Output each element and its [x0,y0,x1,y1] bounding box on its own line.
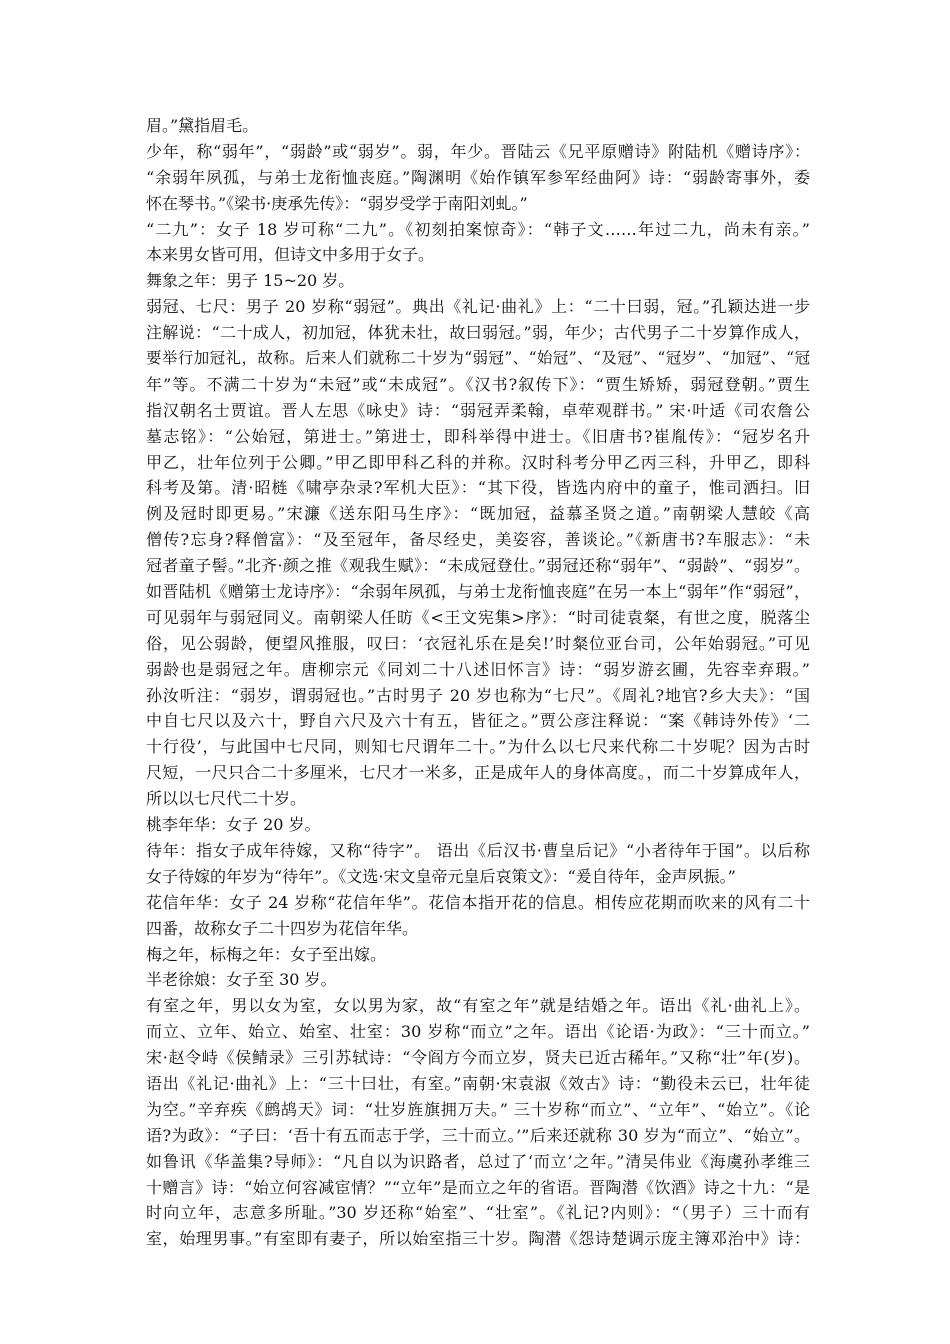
text-line: 俗，见公弱龄，便望风推服，叹曰：‘衣冠礼乐在是矣!’时粲位亚台司，公年始弱冠。”可见 [146,633,810,653]
text-line: 冠者童子髻。”北齐·颜之推《观我生赋》：“未成冠登仕。”弱冠还称“弱年”、“弱龄”、“弱岁”。 [146,556,810,576]
text-line: 舞象之年：男子 15~20 岁。 [146,271,355,291]
text-line: 科考及第。清·昭梿《啸亭杂录?军机大臣》：“其下役，皆选内府中的童子，惟司洒扫。旧 [146,478,810,498]
text-line: “余弱年夙孤，与弟士龙衔恤丧庭。”陶渊明《始作镇军参军经曲阿》诗：“弱龄寄事外，委 [146,167,810,187]
text-line: 注解说：“二十成人，初加冠，体犹未壮，故曰弱冠。”弱，年少；古代男子二十岁算作成人， [146,323,810,343]
text-line: 时向立年，志意多所耻。”30 岁还称“始室”、“壮室”。《礼记?内则》：“（男子）三十而有 [146,1203,810,1223]
text-line: 待年：指女子成年待嫁，又称“待字”。 语出《后汉书·曹皇后记》“小者待年于国”。以后称 [146,840,810,860]
text-line: 本来男女皆可用，但诗文中多用于女子。 [146,245,435,265]
text-line: 女子待嫁的年岁为“待年”。《文选·宋文皇帝元皇后哀策文》：“爰自待年，金声夙振。” [146,866,736,886]
text-line: 如晋陆机《赠第士龙诗序》：“余弱年夙孤，与弟士龙衔恤丧庭”在另一本上“弱年”作“弱冠”， [146,582,810,602]
text-line: 弱龄也是弱冠之年。唐柳宗元《同刘二十八述旧怀言》诗：“弱岁游玄圃，先容幸弃瑕。” [146,659,810,679]
text-line: 中自七尺以及六十，野自六尺及六十有五，皆征之。”贾公彦注释说：“案《韩诗外传》‘二 [146,711,810,731]
text-line: 十行役’，与此国中七尺同，则知七尺谓年二十。”为什么以七尺来代称二十岁呢？因为古时 [146,737,810,757]
text-line: 年”等。不满二十岁为“未冠”或“未成冠”。《汉书?叙传下》：“贾生矫矫，弱冠登朝。”贾生 [146,374,810,394]
text-line: 语出《礼记·曲礼》上：“三十曰壮，有室。”南朝·宋袁淑《效古》诗：“勤役未云已，壮年徒 [146,1073,810,1093]
text-line: 宋·赵令峙《侯鲭录》三引苏轼诗：“令阎方今而立岁，贤夫已近古稀年。”又称“壮”年(岁)。 [146,1048,810,1068]
text-line: 眉。”黛指眉毛。 [146,116,259,135]
text-line: 例及冠时即更易。”宋濂《送东阳马生序》：“既加冠，益慕圣贤之道。”南朝梁人慧皎《高 [146,504,810,524]
text-line: 半老徐娘：女子至 30 岁。 [146,970,337,990]
document-body [146,113,810,1252]
text-line: 室，始理男事。”有室即有妻子，所以始室指三十岁。陶潜《怨诗楚调示庞主簿邓治中》诗： [146,1229,810,1249]
text-line: 僧传?忘身?释僧富》：“及至冠年，备尽经史，美姿容，善谈论。”《新唐书?车服志》：“未 [146,530,810,550]
text-line: 如鲁讯《华盖集?导师》：“凡自以为识路者，总过了‘而立’之年。”清吴伟业《海虞孙孝维三 [146,1151,810,1171]
text-line: 可见弱年与弱冠同义。南朝梁人任昉《<王文宪集>序》：“时司徒袁粲，有世之度，脱落尘 [146,607,810,627]
text-line: 为空。”辛弃疾《鹧鸪天》词：“壮岁旌旗拥万夫。” 三十岁称“而立”、“立年”、“始立”。《论 [146,1099,810,1119]
text-line: 花信年华：女子 24 岁称“花信年华”。花信本指开花的信息。相传应花期而吹来的风有二十 [146,892,810,912]
text-line: 墓志铭》：“公始冠，第进士。”第进士，即科举得中进士。《旧唐书?崔胤传》：“冠岁名升 [146,426,810,446]
text-line: 弱冠、七尺：男子 20 岁称“弱冠”。典出《礼记·曲礼》上：“二十曰弱，冠。”孔颖达进一步 [146,297,810,317]
text-line: 孙汝听注：“弱岁，谓弱冠也。”古时男子 20 岁也称为“七尺”。《周礼?地官?乡大夫》：“国 [146,685,810,705]
text-line: 而立、立年、始立、始室、壮室：30 岁称“而立”之年。语出《论语·为政》：“三十而立。” [146,1022,810,1042]
text-line: 桃李年华：女子 20 岁。 [146,815,321,835]
text-line: 语?为政》：“子曰：‘吾十有五而志于学，三十而立。’”后来还就称 30 岁为“而立”、“始立”。 [146,1125,810,1145]
text-line: 所以以七尺代二十岁。 [146,789,307,809]
text-line: 要举行加冠礼，故称。后来人们就称二十岁为“弱冠”、“始冠”、“及冠”、“冠岁”、“加冠”、“冠 [146,349,810,368]
text-line: 怀在琴书。”《梁书·庚承先传》：“弱岁受学于南阳刘虬。” [146,193,528,213]
text-line: 有室之年，男以女为室，女以男为家，故“有室之年”就是结婚之年。语出《礼·曲礼上》。 [146,996,810,1016]
text-line: 四番，故称女子二十四岁为花信年华。 [146,918,419,938]
text-line: 尺短，一尺只合二十多厘米，七尺才一米多，正是成年人的身体高度。，而二十岁算成年人， [146,763,810,783]
text-line: 十赠言》诗：“始立何容减宦情？”“立年”是而立之年的省语。晋陶潜《饮酒》诗之十九：“是 [146,1177,810,1197]
text-line: 少年，称“弱年”，“弱龄”或“弱岁”。弱，年少。晋陆云《兄平原赠诗》附陆机《赠诗序》： [146,141,810,161]
text-line: 梅之年，标梅之年：女子至出嫁。 [146,944,387,964]
text-line: 指汉朝名士贾谊。晋人左思《咏史》诗：“弱冠弄柔翰，卓荦观群书。” 宋·叶适《司农詹公 [146,400,810,420]
text-line: “二九”：女子 18 岁可称“二九”。《初刻拍案惊奇》：“韩子文……年过二九，尚未有亲。” [146,219,810,239]
text-line: 甲乙，壮年位列于公卿。”甲乙即甲科乙科的并称。汉时科考分甲乙丙三科，升甲乙，即科 [146,452,810,472]
